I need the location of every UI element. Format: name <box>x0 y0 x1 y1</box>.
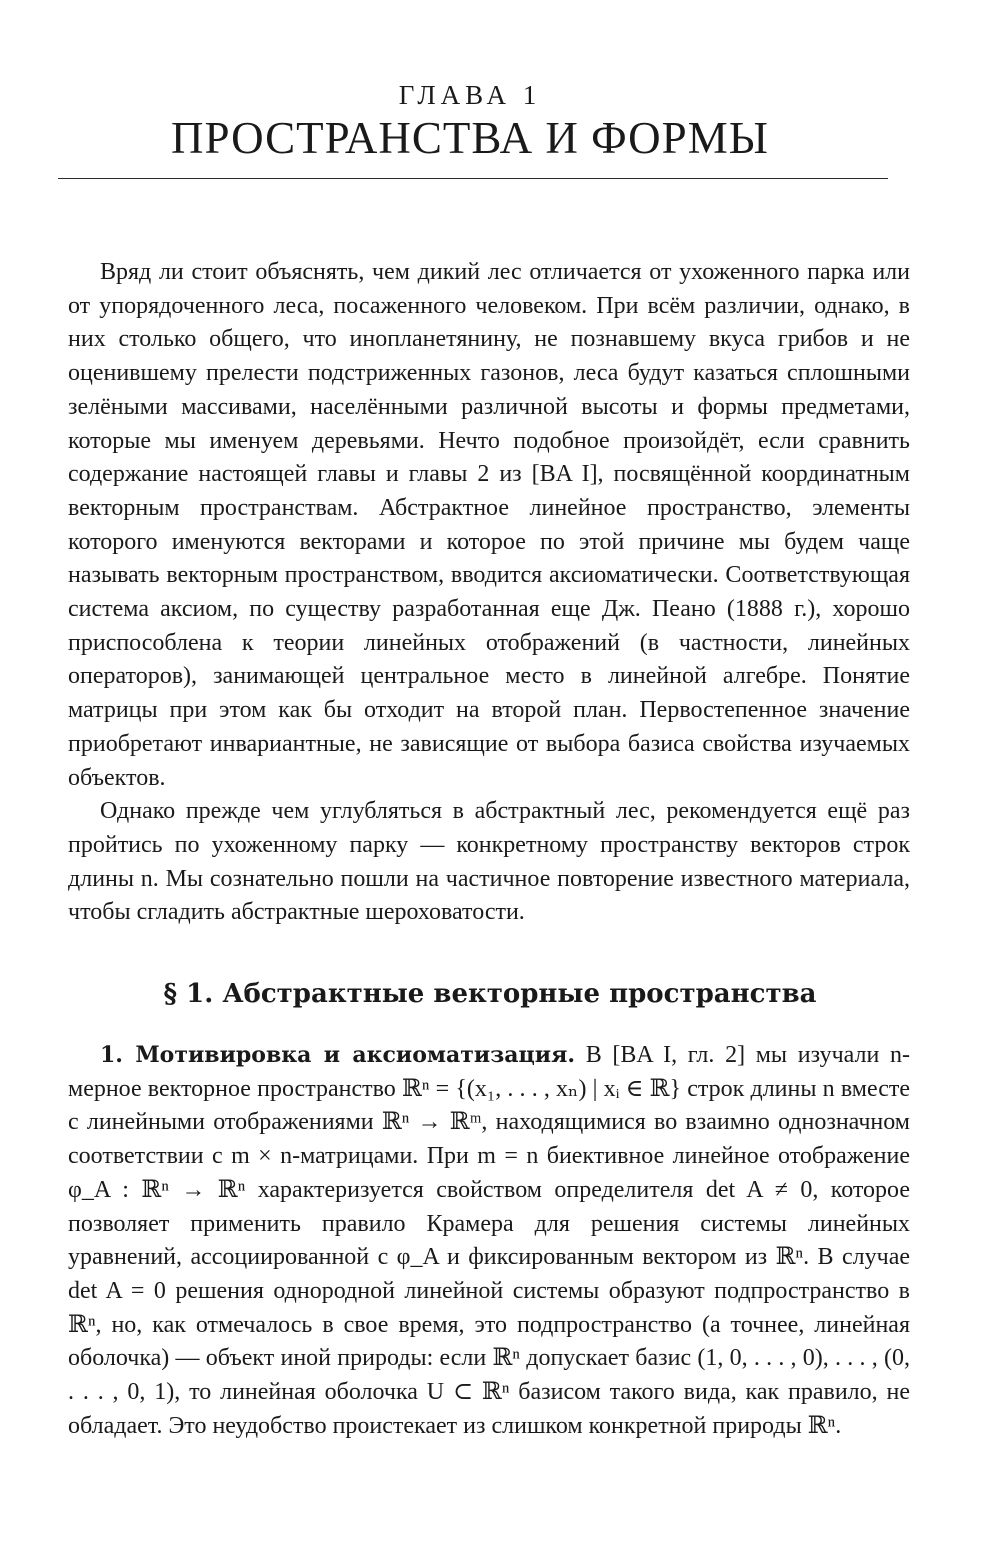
subsection-block <box>68 1039 910 1443</box>
section-heading: § 1. Абстрактные векторные пространства <box>163 979 817 1009</box>
chapter-rule <box>58 178 888 179</box>
chapter-intro <box>68 256 910 930</box>
intro-paragraph-2: Однако прежде чем углубляться в абстрактный лес, рекомендуется ещё раз пройтись по ухоженному парку — конкретному пространству векторов строк длины n. Мы сознательно пошли на частичное повторение известного материала, чтобы сгладить абстрактные шероховатости. <box>68 798 910 926</box>
chapter-label: ГЛАВА 1 <box>398 80 542 110</box>
intro-paragraph-1: Вряд ли стоит объяснять, чем дикий лес отличается от ухоженного парка или от упорядоченного леса, посаженного человеком. При всём различии, однако, в них столько общего, что инопланетянину, не познавшему вкуса грибов и не оценившему прелести подстриженных газонов, леса будут казаться сплошными зелёными массивами, населёнными различной высоты и формы предметами, которые мы именуем деревьями. Нечто подобное произойдёт, если сравнить содержание настоящей главы и главы 2 из [BA I], посвящённой координатным векторным пространствам. Абстрактное линейное пространство, элементы которого именуются векторами и которое по этой причине мы будем чаще называть векторным пространством, вводится аксиоматически. Соответствующая система аксиом, по существу разработанная еще Дж. Пеано (1888 г.), хорошо приспособлена к теории линейных отображений (в частности, линейных операторов), занимающей центральное место в линейной алгебре. Понятие матрицы при этом как бы отходит на второй план. Первостепенное значение приобретают инвариантные, не зависящие от выбора базиса свойства изучаемых объектов. <box>68 259 910 791</box>
subsection-paragraph <box>68 1039 910 1443</box>
subsection-text: В [BA I, гл. 2] мы изучали n-мерное векторное пространство ℝⁿ = {(x₁, . . . , xₙ) | xᵢ ∈ ℝ} строк длины n вместе с линейными отображениями ℝⁿ → ℝᵐ, находящимися во взаимно однозначном соответствии с m × n-матрицами. При m = n биективное линейное отображение φ_A : ℝⁿ → ℝⁿ характеризуется свойством определителя det A ≠ 0, которое позволяет применить правило Крамера для решения системы линейных уравнений, ассоциированной с φ_A и фиксированным вектором из ℝⁿ. В случае det A = 0 решения однородной линейной системы образуют подпространство в ℝⁿ, но, как отмечалось в свое время, это подпространство (а точнее, линейная оболочка) — объект иной природы: если ℝⁿ допускает базис (1, 0, . . . , 0), . . . , (0, . . . , 0, 1), то линейная оболочка U ⊂ ℝⁿ базисом такого вида, как правило, не обладает. Это неудобство проистекает из слишком конкретной природы ℝⁿ. <box>68 1042 910 1439</box>
chapter-title: ПРОСТРАНСТВА И ФОРМЫ <box>171 113 769 163</box>
subsection-heading: 1. Мотивировка и аксиоматизация. <box>100 1042 576 1068</box>
